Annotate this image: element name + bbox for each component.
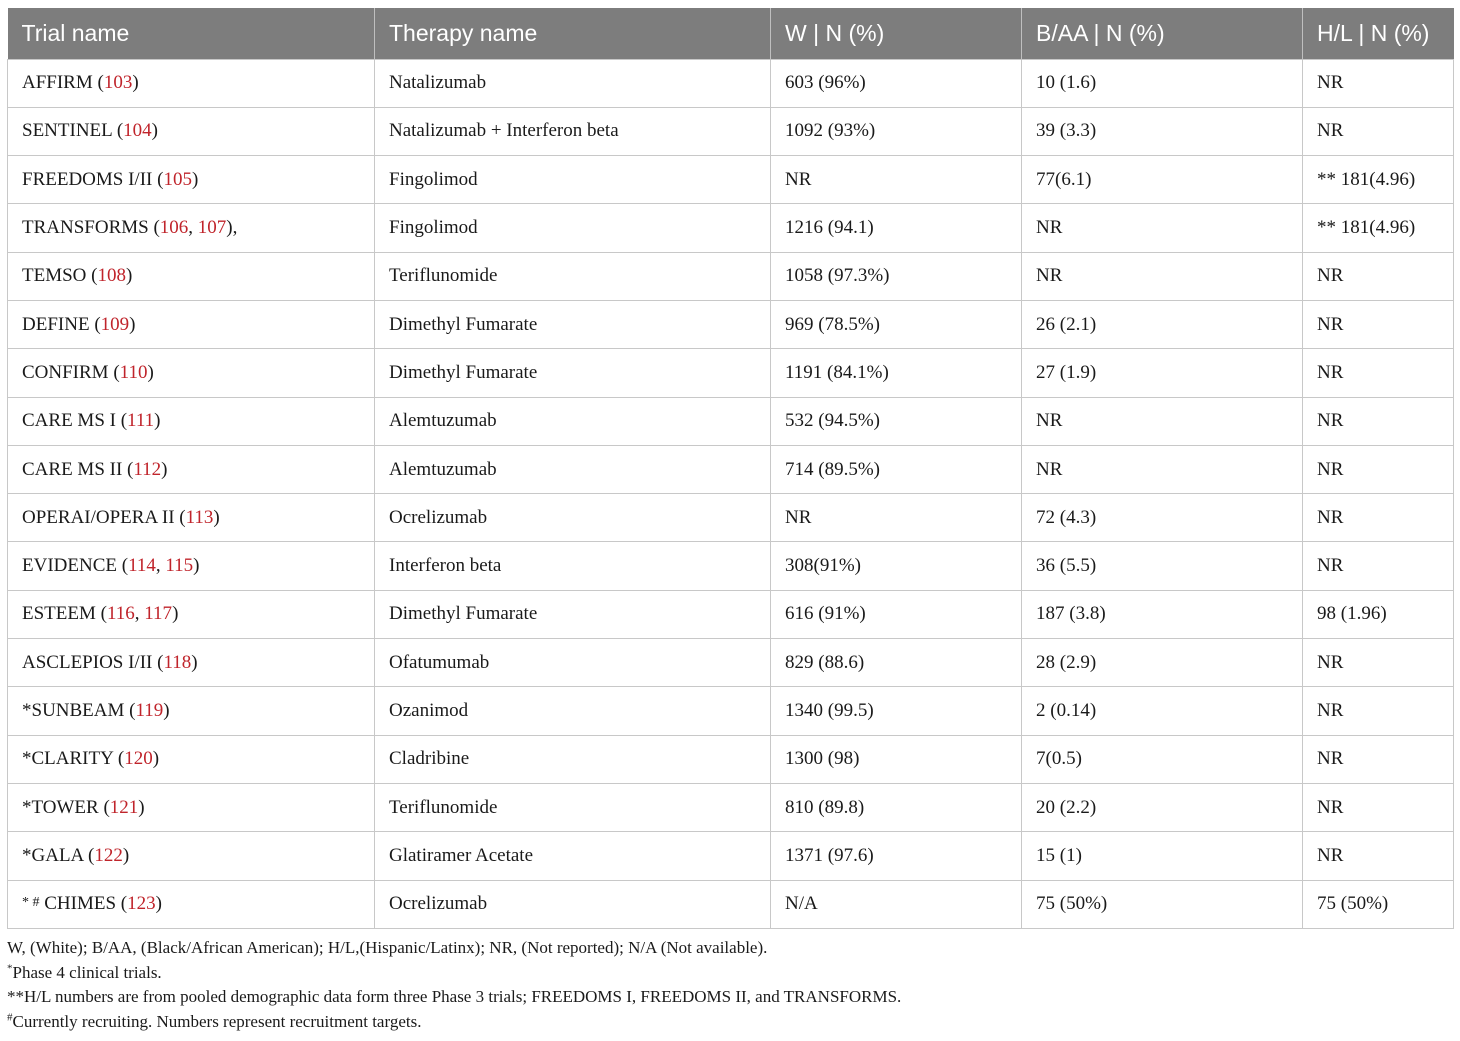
therapy-name-cell: Ofatumumab <box>375 639 771 687</box>
table-body <box>8 59 1454 928</box>
table-row <box>8 494 1454 542</box>
hispanic-count-cell: 98 (1.96) <box>1303 590 1454 638</box>
hispanic-count-cell: NR <box>1303 783 1454 831</box>
black-count-cell: 36 (5.5) <box>1022 542 1303 590</box>
reference-link[interactable]: 111 <box>127 410 155 432</box>
trial-name-cell: *SUNBEAM (119) <box>8 687 375 735</box>
black-count-cell: 72 (4.3) <box>1022 494 1303 542</box>
trial-name: CLARITY <box>31 748 114 770</box>
table-footnotes <box>7 936 1453 1034</box>
table-row <box>8 687 1454 735</box>
reference-link[interactable]: 106 <box>159 217 189 239</box>
table-row <box>8 639 1454 687</box>
therapy-name-cell: Teriflunomide <box>375 252 771 300</box>
table-row <box>8 397 1454 445</box>
table-row <box>8 783 1454 831</box>
demographics-table-container <box>7 8 1453 929</box>
white-count-cell: 1300 (98) <box>771 735 1022 783</box>
white-count-cell: 1191 (84.1%) <box>771 349 1022 397</box>
therapy-name-cell: Cladribine <box>375 735 771 783</box>
footnote-mark-double-asterisk: ** <box>7 987 24 1006</box>
trial-prefix-mark: * <box>22 844 32 866</box>
black-count-cell: 7(0.5) <box>1022 735 1303 783</box>
trial-name: ESTEEM <box>22 603 96 625</box>
footnote-phase4-text: Phase 4 clinical trials. <box>12 962 162 982</box>
reference-link[interactable]: 112 <box>133 458 162 480</box>
therapy-name-cell: Fingolimod <box>375 204 771 252</box>
hispanic-count-cell: NR <box>1303 494 1454 542</box>
header-row <box>8 8 1454 59</box>
trial-name: CHIMES <box>44 893 117 915</box>
therapy-name-cell: Dimethyl Fumarate <box>375 349 771 397</box>
table-row <box>8 59 1454 107</box>
hispanic-count-cell: NR <box>1303 397 1454 445</box>
footnote-recruiting-text: Currently recruiting. Numbers represent recruitment targets. <box>12 1011 422 1031</box>
header-trial-name: Trial name <box>8 8 375 59</box>
white-count-cell: 616 (91%) <box>771 590 1022 638</box>
reference-link[interactable]: 110 <box>119 361 148 383</box>
trial-name-cell: AFFIRM (103) <box>8 59 375 107</box>
therapy-name-cell: Interferon beta <box>375 542 771 590</box>
black-count-cell: 75 (50%) <box>1022 880 1303 928</box>
reference-link[interactable]: 113 <box>185 506 214 528</box>
footnote-pooled-text: H/L numbers are from pooled demographic data form three Phase 3 trials; FREEDOMS I, FREEDOMS II, and TRANSFORMS. <box>24 987 902 1006</box>
therapy-name-cell: Ocrelizumab <box>375 880 771 928</box>
reference-link[interactable]: 120 <box>124 748 153 770</box>
therapy-name-cell: Dimethyl Fumarate <box>375 300 771 348</box>
hispanic-count-cell: NR <box>1303 300 1454 348</box>
trial-name-cell: *CLARITY (120) <box>8 735 375 783</box>
header-black-african-american: B/AA | N (%) <box>1022 8 1303 59</box>
table-row <box>8 880 1454 928</box>
therapy-name-cell: Glatiramer Acetate <box>375 832 771 880</box>
trial-name-cell: CARE MS II (112) <box>8 445 375 493</box>
trial-name-cell: OPERAI/OPERA II (113) <box>8 494 375 542</box>
reference-link[interactable]: 116 <box>106 603 135 625</box>
white-count-cell: 969 (78.5%) <box>771 300 1022 348</box>
white-count-cell: NR <box>771 494 1022 542</box>
trial-name-cell: *TOWER (121) <box>8 783 375 831</box>
black-count-cell: NR <box>1022 445 1303 493</box>
header-hispanic-latinx: H/L | N (%) <box>1303 8 1454 59</box>
therapy-name-cell: Alemtuzumab <box>375 445 771 493</box>
white-count-cell: 1340 (99.5) <box>771 687 1022 735</box>
hispanic-count-cell: 75 (50%) <box>1303 880 1454 928</box>
trial-name: DEFINE <box>22 313 90 335</box>
trial-prefix-mark: * # <box>22 895 40 911</box>
trial-name-cell: FREEDOMS I/II (105) <box>8 156 375 204</box>
trial-name-cell: *GALA (122) <box>8 832 375 880</box>
trial-name: AFFIRM <box>22 72 93 94</box>
reference-link[interactable]: 115 <box>165 555 194 577</box>
therapy-name-cell: Natalizumab + Interferon beta <box>375 107 771 155</box>
therapy-name-cell: Dimethyl Fumarate <box>375 590 771 638</box>
hispanic-count-cell: NR <box>1303 735 1454 783</box>
black-count-cell: 187 (3.8) <box>1022 590 1303 638</box>
table-row <box>8 735 1454 783</box>
white-count-cell: NR <box>771 156 1022 204</box>
hispanic-count-cell: NR <box>1303 349 1454 397</box>
black-count-cell: NR <box>1022 204 1303 252</box>
white-count-cell: 1371 (97.6) <box>771 832 1022 880</box>
trial-suffix: , <box>232 217 238 239</box>
hispanic-count-cell: NR <box>1303 542 1454 590</box>
reference-link[interactable]: 117 <box>144 603 173 625</box>
hispanic-count-cell: ** 181(4.96) <box>1303 204 1454 252</box>
black-count-cell: 27 (1.9) <box>1022 349 1303 397</box>
black-count-cell: 2 (0.14) <box>1022 687 1303 735</box>
footnote-recruiting <box>7 1010 1453 1035</box>
table-row <box>8 590 1454 638</box>
table-row <box>8 445 1454 493</box>
table-row <box>8 349 1454 397</box>
reference-link[interactable]: 121 <box>109 796 139 818</box>
trial-name: CARE MS II <box>22 458 123 480</box>
table-row <box>8 107 1454 155</box>
hispanic-count-cell: NR <box>1303 107 1454 155</box>
reference-link[interactable]: 108 <box>97 265 126 287</box>
trial-name-cell: EVIDENCE (114, 115) <box>8 542 375 590</box>
trial-name-cell: SENTINEL (104) <box>8 107 375 155</box>
reference-link[interactable]: 119 <box>135 700 164 721</box>
reference-link[interactable]: 123 <box>127 893 156 915</box>
table-row <box>8 204 1454 252</box>
white-count-cell: 532 (94.5%) <box>771 397 1022 445</box>
hispanic-count-cell: NR <box>1303 59 1454 107</box>
hispanic-count-cell: NR <box>1303 445 1454 493</box>
trial-name: CARE MS I <box>22 410 116 432</box>
table-row <box>8 300 1454 348</box>
white-count-cell: 1092 (93%) <box>771 107 1022 155</box>
white-count-cell: 1216 (94.1) <box>771 204 1022 252</box>
black-count-cell: NR <box>1022 252 1303 300</box>
trial-name: TEMSO <box>22 265 87 287</box>
therapy-name-cell: Natalizumab <box>375 59 771 107</box>
footnote-abbreviations: W, (White); B/AA, (Black/African American); H/L,(Hispanic/Latinx); NR, (Not reported); N/A (Not available). <box>7 938 768 957</box>
trial-name-cell: DEFINE (109) <box>8 300 375 348</box>
table-row <box>8 156 1454 204</box>
trial-name: SENTINEL <box>22 120 113 142</box>
hispanic-count-cell: NR <box>1303 252 1454 300</box>
therapy-name-cell: Alemtuzumab <box>375 397 771 445</box>
demographics-table <box>7 8 1454 929</box>
therapy-name-cell: Fingolimod <box>375 156 771 204</box>
white-count-cell: 829 (88.6) <box>771 639 1022 687</box>
white-count-cell: 714 (89.5%) <box>771 445 1022 493</box>
table-row <box>8 542 1454 590</box>
trial-prefix-mark: * <box>22 796 32 818</box>
white-count-cell: N/A <box>771 880 1022 928</box>
white-count-cell: 810 (89.8) <box>771 783 1022 831</box>
therapy-name-cell: Teriflunomide <box>375 783 771 831</box>
reference-link[interactable]: 103 <box>103 72 133 94</box>
hispanic-count-cell: NR <box>1303 687 1454 735</box>
white-count-cell: 603 (96%) <box>771 59 1022 107</box>
white-count-cell: 1058 (97.3%) <box>771 252 1022 300</box>
trial-name-cell: ESTEEM (116, 117) <box>8 590 375 638</box>
reference-link[interactable]: 122 <box>94 844 123 866</box>
trial-name: OPERAI/OPERA II <box>22 506 175 528</box>
hispanic-count-cell: ** 181(4.96) <box>1303 156 1454 204</box>
footnote-mark-asterisk: * <box>7 961 13 974</box>
trial-name-cell: TRANSFORMS (106, 107), <box>8 204 375 252</box>
table-header <box>8 8 1454 59</box>
black-count-cell: 39 (3.3) <box>1022 107 1303 155</box>
reference-link[interactable]: 104 <box>123 120 152 142</box>
reference-link[interactable]: 114 <box>128 555 156 577</box>
trial-name: TRANSFORMS <box>22 217 149 239</box>
reference-link[interactable]: 118 <box>163 651 192 673</box>
trial-name-cell: * # CHIMES (123) <box>8 880 375 928</box>
therapy-name-cell: Ozanimod <box>375 687 771 735</box>
black-count-cell: 28 (2.9) <box>1022 639 1303 687</box>
trial-name: SUNBEAM <box>31 700 125 721</box>
trial-name: TOWER <box>31 796 99 818</box>
trial-name: CONFIRM <box>22 361 109 383</box>
table-row <box>8 832 1454 880</box>
hispanic-count-cell: NR <box>1303 832 1454 880</box>
trial-name-cell: ASCLEPIOS I/II (118) <box>8 639 375 687</box>
trial-name-cell: TEMSO (108) <box>8 252 375 300</box>
black-count-cell: 77(6.1) <box>1022 156 1303 204</box>
hispanic-count-cell: NR <box>1303 639 1454 687</box>
trial-name: ASCLEPIOS I/II <box>22 651 153 673</box>
black-count-cell: 26 (2.1) <box>1022 300 1303 348</box>
trial-prefix-mark: * <box>22 748 32 770</box>
trial-name: GALA <box>31 844 84 866</box>
footnote-pooled <box>7 985 1453 1010</box>
trial-name: EVIDENCE <box>22 555 117 577</box>
footnote-mark-hash: # <box>7 1010 13 1023</box>
trial-name: FREEDOMS I/II <box>22 168 153 190</box>
black-count-cell: 15 (1) <box>1022 832 1303 880</box>
reference-link[interactable]: 105 <box>163 168 192 190</box>
trial-prefix-mark: * <box>22 700 32 721</box>
therapy-name-cell: Ocrelizumab <box>375 494 771 542</box>
reference-link[interactable]: 107 <box>197 217 227 239</box>
header-white: W | N (%) <box>771 8 1022 59</box>
black-count-cell: NR <box>1022 397 1303 445</box>
table-row <box>8 252 1454 300</box>
white-count-cell: 308(91%) <box>771 542 1022 590</box>
trial-name-cell: CONFIRM (110) <box>8 349 375 397</box>
trial-name-cell: CARE MS I (111) <box>8 397 375 445</box>
black-count-cell: 10 (1.6) <box>1022 59 1303 107</box>
header-therapy-name: Therapy name <box>375 8 771 59</box>
footnote-phase4 <box>7 961 1453 986</box>
black-count-cell: 20 (2.2) <box>1022 783 1303 831</box>
reference-link[interactable]: 109 <box>100 313 130 335</box>
